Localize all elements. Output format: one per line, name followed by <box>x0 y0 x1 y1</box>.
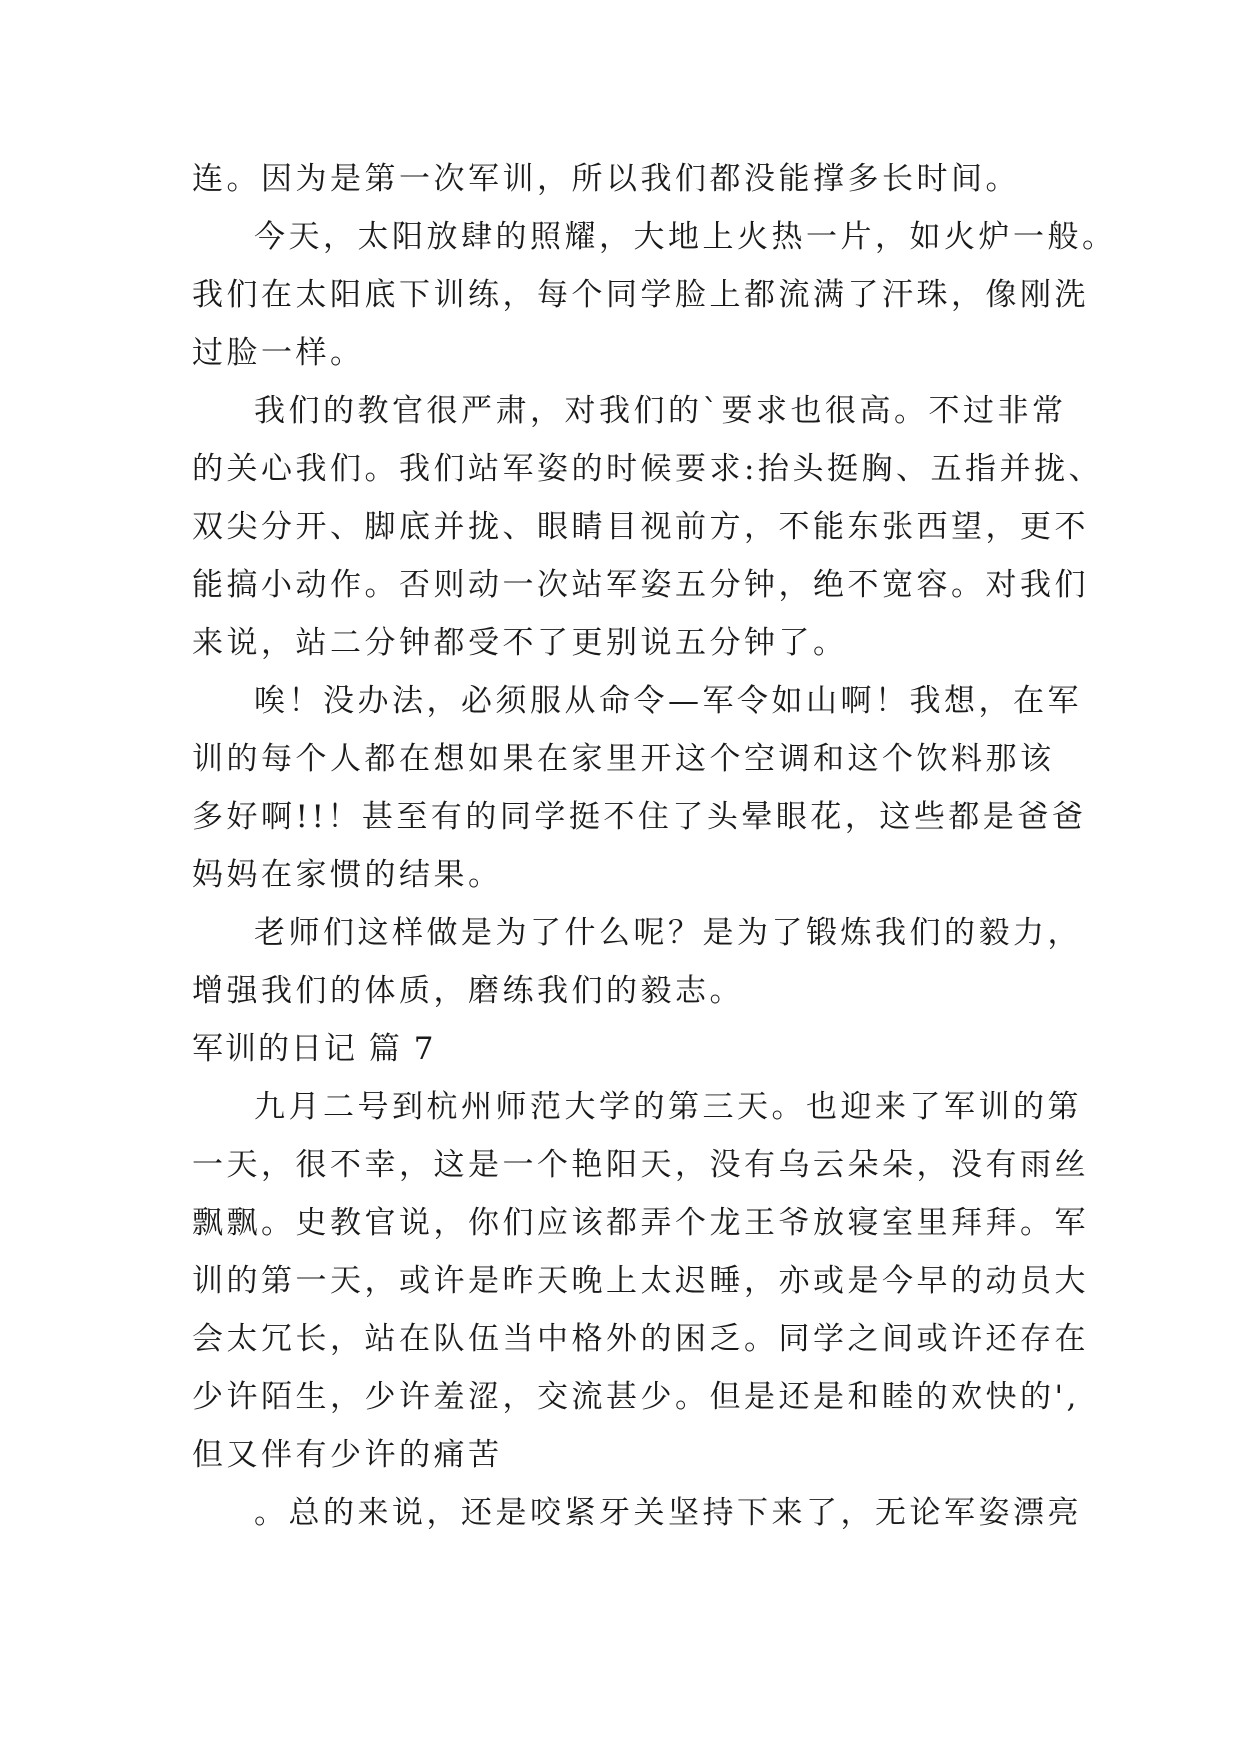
text-line: 双尖分开、脚底并拢、眼睛目视前方，不能东张西望，更不 <box>192 509 1089 545</box>
text-line: 连。因为是第一次军训，所以我们都没能撑多长时间。 <box>192 161 1020 197</box>
text-line: 我们在太阳底下训练，每个同学脸上都流满了汗珠，像刚洗 <box>192 277 1089 313</box>
text-line: 我们的教官很严肃，对我们的`要求也很高。不过非常 <box>254 393 1067 429</box>
text-line: 训的第一天，或许是昨天晚上太迟睡，亦或是今早的动员大 <box>192 1263 1089 1299</box>
text-line: 唉！没办法，必须服从命令—军令如山啊！我想，在军 <box>254 683 1082 719</box>
text-line: 一天，很不幸，这是一个艳阳天，没有乌云朵朵，没有雨丝 <box>192 1147 1089 1183</box>
text-line: 的关心我们。我们站军姿的时候要求:抬头挺胸、五指并拢、 <box>192 451 1103 487</box>
text-line: 会太冗长，站在队伍当中格外的困乏。同学之间或许还存在 <box>192 1321 1089 1357</box>
text-line: 增强我们的体质，磨练我们的毅志。 <box>192 973 744 1009</box>
document-page <box>192 150 1117 1542</box>
text-line: 妈妈在家惯的结果。 <box>192 857 503 893</box>
text-line: 九月二号到杭州师范大学的第三天。也迎来了军训的第 <box>254 1089 1082 1125</box>
text-line: 老师们这样做是为了什么呢？是为了锻炼我们的毅力， <box>254 915 1082 951</box>
text-line: 训的每个人都在想如果在家里开这个空调和这个饮料那该 <box>192 741 1055 777</box>
text-line: 过脸一样。 <box>192 335 365 371</box>
text-line: 少许陌生，少许羞涩，交流甚少。但是还是和睦的欢快的', <box>192 1379 1080 1415</box>
text-line: 今天，太阳放肆的照耀，大地上火热一片，如火炉一般。 <box>254 219 1117 255</box>
section-heading: 军训的日记 篇 7 <box>192 1031 436 1067</box>
text-line: 多好啊!!！甚至有的同学挺不住了头晕眼花，这些都是爸爸 <box>192 799 1087 835</box>
text-line: 能搞小动作。否则动一次站军姿五分钟，绝不宽容。对我们 <box>192 567 1089 603</box>
text-line: 来说，站二分钟都受不了更别说五分钟了。 <box>192 625 848 661</box>
text-line: 。总的来说，还是咬紧牙关坚持下来了，无论军姿漂亮 <box>254 1495 1082 1531</box>
text-line: 飘飘。史教官说，你们应该都弄个龙王爷放寝室里拜拜。军 <box>192 1205 1089 1241</box>
text-line: 但又伴有少许的痛苦 <box>192 1437 503 1473</box>
